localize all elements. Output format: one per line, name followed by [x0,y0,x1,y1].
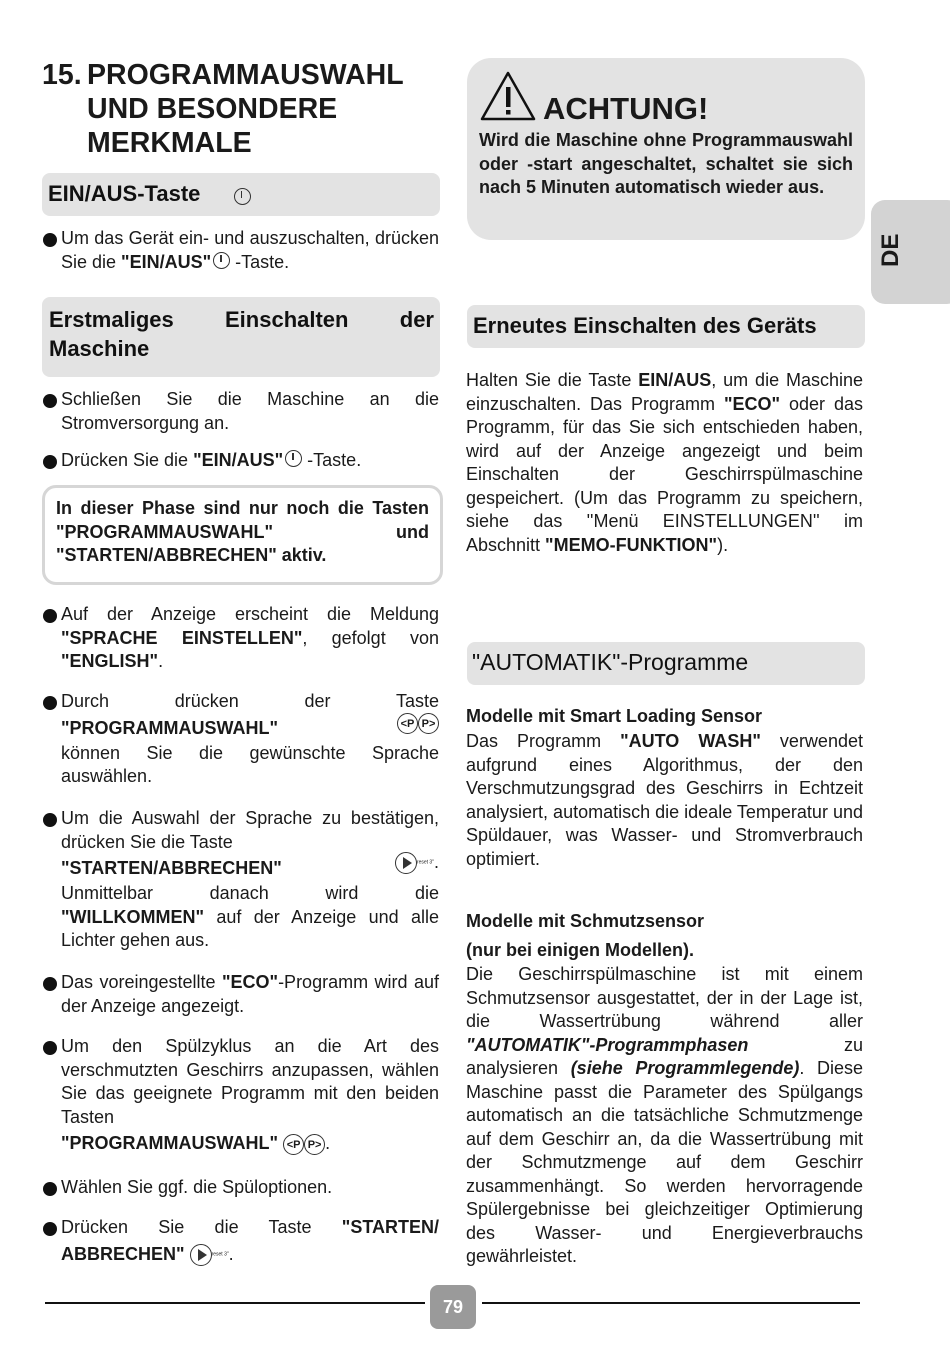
section-title: PROGRAMMAUSWAHL UND BESONDERE MERKMALE [87,59,404,159]
subheading: (nur bei einigen Modellen). [466,940,695,960]
subheading: Modelle mit Schmutzsensor [466,911,705,931]
program-left-button-icon: <P [283,1134,304,1155]
list-item: Drücken Sie die Taste "STARTEN/ ABBRECHEN" reset 3". [42,1216,439,1267]
page-number: 79 [430,1285,476,1329]
program-right-button-icon: P> [304,1134,325,1155]
program-left-button-icon: <P [397,713,418,734]
start-cancel-icon [395,852,417,874]
list-item: Drücken Sie die "EIN/AUS" -Taste. [42,449,439,473]
note-box: In dieser Phase sind nur noch die Tasten "PROGRAMMAUSWAHL" und "STARTEN/ABBRECHEN" aktiv. [42,485,443,585]
heading-erstmaliges: Erstmaliges Einschalten der Maschine [42,297,440,377]
list-item: Das voreingestellte "ECO"-Programm wird auf der Anzeige angezeigt. [42,971,439,1018]
list-item: Wählen Sie ggf. die Spüloptionen. [42,1176,439,1200]
list-item: Um die Auswahl der Sprache zu bestätigen, drücken Sie die Taste "STARTEN/ABBRECHEN" reset 3". Unmittelbar danach wird die "WILLKOMMEN" auf der Anzeige und alle Lichter gehen aus. [42,807,439,953]
warning-box [467,58,865,240]
language-tab: DE [871,200,950,304]
power-icon [234,188,251,205]
warning-triangle-icon [479,70,537,122]
list-item: Auf der Anzeige erscheint die Meldung "SPRACHE EINSTELLEN", gefolgt von "ENGLISH". [42,603,439,674]
footer-rule-left [45,1302,425,1304]
start-cancel-icon [190,1244,212,1266]
list-item: Um das Gerät ein- und auszuschalten, drücken Sie die "EIN/AUS" -Taste. [42,227,439,274]
program-right-button-icon: P> [418,713,439,734]
warning-heading: ACHTUNG! [543,91,709,126]
list-item: Um den Spülzyklus an die Art des verschmutzten Geschirrs anzupassen, wählen Sie das geeignete Programm mit den beiden Tasten "PROGRAMMAUSWAHL" <P P> . [42,1035,439,1156]
power-icon [285,450,302,467]
heading-erneutes: Erneutes Einschalten des Geräts [467,305,865,348]
footer-rule-right [482,1302,860,1304]
paragraph: Halten Sie die Taste EIN/AUS, um die Maschine einzuschalten. Das Programm "ECO" oder das Programm, für das Sie sich entschieden haben, wird auf der Anzeige angezeigt und beim Einschalten der Geschirrspülmaschine gespeichert. (Um das Programm zu speichern, siehe das ''Menü EINSTELLUNGEN'' im Abschnitt "MEMO-FUNKTION"). [466,370,863,555]
list-item: Durch drücken der Taste "PROGRAMMAUSWAHL" <P P> können Sie die gewünschte Sprache auswählen. [42,690,439,790]
power-icon [213,252,230,269]
paragraph: Das Programm "AUTO WASH" verwendet aufgrund eines Algorithmus, der den Verschmutzungsgrad des Geschirrs in Echtzeit analysiert, automatisch die ideale Temperatur und Spüldauer, was Wasser- und Stromverbrauch optimiert. [466,731,863,869]
subheading: Modelle mit Smart Loading Sensor [466,706,763,726]
heading-automatik: "AUTOMATIK"-Programme [467,642,865,685]
heading-ein-aus: EIN/AUS-Taste [42,173,440,216]
warning-text: Wird die Maschine ohne Programmauswahl oder -start angeschaltet, schaltet sie sich nach 5 Minuten automatisch wieder aus. [479,130,853,197]
list-item: Schließen Sie die Maschine an die Stromversorgung an. [42,388,439,435]
paragraph: Die Geschirrspülmaschine ist mit einem Schmutzsensor ausgestattet, der in der Lage ist, die Wassertrübung während aller "AUTOMATIK"-Programmphasen zu analysieren (siehe Programmlegende). Diese Maschine passt die Parameter des Spülgangs automatisch an die tatsächliche Schmutzmenge auf dem Geschirr an, da die Wassertrübung mit der Schmutzmenge auf dem Geschirr zusammenhängt. So werden hervorragende Spülergebnisse bei gleichzeitiger Optimierung des Wasser- und Energieverbrauchs gewährleistet. [466,964,864,1266]
section-number: 15. [42,59,82,91]
